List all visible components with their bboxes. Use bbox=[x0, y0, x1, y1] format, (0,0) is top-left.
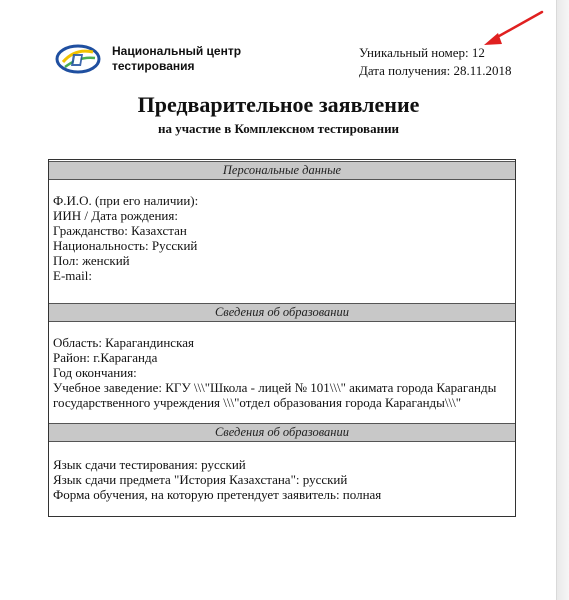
section-heading-personal: Персональные данные bbox=[49, 161, 515, 180]
page-shadow bbox=[557, 0, 569, 600]
page-edge bbox=[556, 0, 557, 600]
section-heading-education: Сведения об образовании bbox=[49, 303, 515, 322]
testing-fields bbox=[53, 457, 503, 502]
test-language-field: Язык сдачи тестирования: русский bbox=[53, 457, 246, 472]
personal-data-fields bbox=[53, 193, 503, 283]
org-name-line-2: тестирования bbox=[112, 59, 195, 73]
history-language-field: Язык сдачи предмета "История Казахстана": русский bbox=[53, 472, 348, 487]
org-name-line-1: Национальный центр bbox=[112, 44, 242, 58]
full-name-field: Ф.И.О. (при его наличии): bbox=[53, 193, 199, 208]
red-arrow-annotation bbox=[478, 6, 548, 52]
institution-field: Учебное заведение: КГУ \\\"Школа - лицей № 101\\\" акимата города Караганды государственного учреждения \\\"отдел образования города Караганды\\\" bbox=[53, 380, 497, 410]
citizenship-field: Гражданство: Казахстан bbox=[53, 223, 187, 238]
organization-name bbox=[112, 44, 272, 74]
iin-birthdate-field: ИИН / Дата рождения: bbox=[53, 208, 178, 223]
section-heading-testing: Сведения об образовании bbox=[49, 423, 515, 442]
gender-field: Пол: женский bbox=[53, 253, 130, 268]
email-field: E-mail: bbox=[53, 268, 92, 283]
region-field: Область: Карагандинская bbox=[53, 335, 194, 350]
graduation-year-field: Год окончания: bbox=[53, 365, 137, 380]
education-fields bbox=[53, 335, 503, 410]
document-title: Предварительное заявление bbox=[137, 92, 420, 117]
application-form bbox=[48, 159, 516, 517]
district-field: Район: г.Караганда bbox=[53, 350, 158, 365]
received-date: Дата получения: 28.11.2018 bbox=[359, 63, 512, 78]
ntc-logo-icon bbox=[55, 42, 101, 76]
document-subtitle: на участие в Комплексном тестировании bbox=[157, 121, 400, 136]
nationality-field: Национальность: Русский bbox=[53, 238, 198, 253]
unique-number: Уникальный номер: 12 bbox=[359, 45, 485, 60]
study-form-field: Форма обучения, на которую претендует заявитель: полная bbox=[53, 487, 382, 502]
